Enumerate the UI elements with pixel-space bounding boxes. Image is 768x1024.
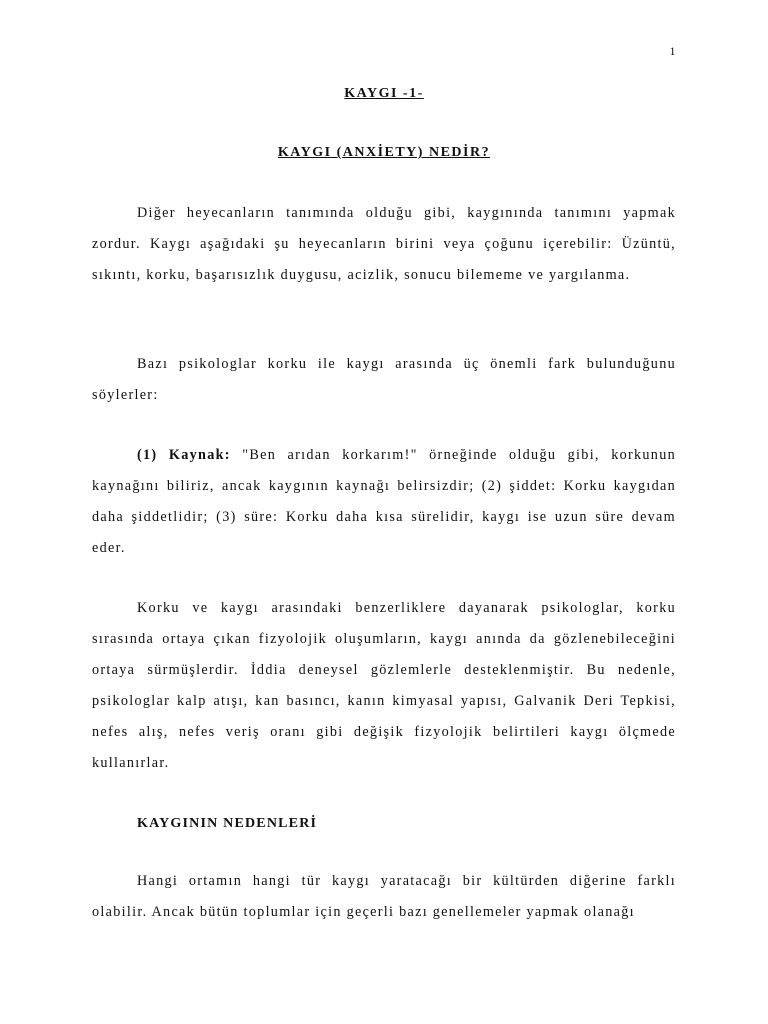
paragraph-similarities: Korku ve kaygı arasındaki benzerliklere dayanarak psikologlar, korku sırasında ortaya çıkan fizyolojik oluşumların, kaygı anında da gözlenebileceğini ortaya sürmüşlerdir. İddia deneysel gözlemlerle desteklenmiştir. Bu nedenle, psikologlar kalp atışı, kan basıncı, kanın kimyasal yapısı, Galvanik Deri Tepkisi, nefes alış, nefes veriş oranı gibi değişik fizyolojik belirtileri kaygı ölçmede kullanırlar. [92, 600, 676, 771]
paragraph-differences [92, 440, 676, 564]
page-number: 1 [669, 44, 676, 58]
section-heading: KAYGININ NEDENLERİ [137, 816, 318, 831]
paragraph-lead-bold: (1) Kaynak: [137, 447, 231, 463]
paragraph-differences-text: "Ben arıdan korkarım!" örneğinde olduğu gibi, korkunun kaynağını biliriz, ancak kaygının kaynağı belirsizdir; (2) şiddet: Korku kaygıdan daha şiddetlidir; (3) süre: Korku daha kısa sürelidir, kaygı ise uzun süre devam eder. [92, 447, 676, 556]
document-title: KAYGI -1- [344, 86, 424, 101]
paragraph-definition: Diğer heyecanların tanımında olduğu gibi, kaygınında tanımını yapmak zordur. Kaygı aşağıdaki şu heyecanların birini veya çoğunu içerebilir: Üzüntü, sıkıntı, korku, başarısızlık duygusu, acizlik, sonucu bilememe ve yargılanma. [92, 205, 676, 283]
paragraph-causes: Hangi ortamın hangi tür kaygı yaratacağı bir kültürden diğerine farklı olabilir. Ancak bütün toplumlar için geçerli bazı genellemeler yapmak olanağı [92, 873, 676, 920]
document-subtitle: KAYGI (ANXİETY) NEDİR? [277, 145, 491, 160]
paragraph-differences-intro: Bazı psikologlar korku ile kaygı arasında üç önemli fark bulunduğunu söylerler: [92, 356, 676, 403]
